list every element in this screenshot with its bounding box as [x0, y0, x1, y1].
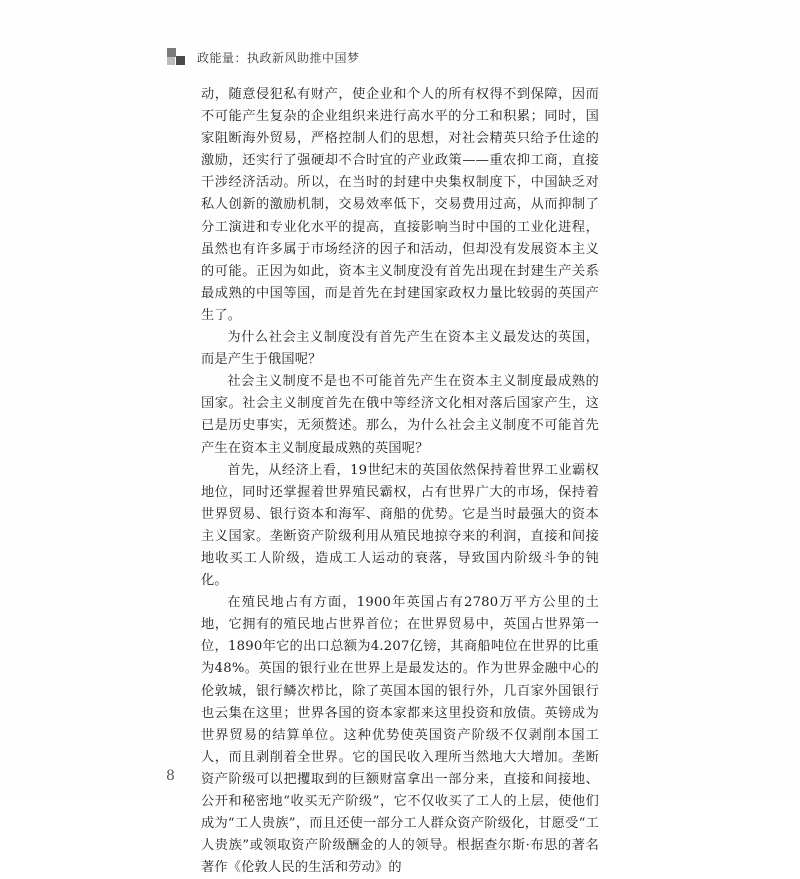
- paragraph: 社会主义制度不是也不可能首先产生在资本主义制度最成熟的国家。社会主义制度首先在俄中等经济文化相对落后国家产生，这已是历史事实，无须赘述。那么，为什么社会主义制度不可能首先产生在资本主义制度最成熟的英国呢？: [201, 374, 599, 456]
- ornament-square: [167, 57, 175, 65]
- paragraph: 在殖民地占有方面，1900年英国占有2780万平方公里的土地，它拥有的殖民地占世界首位；在世界贸易中，英国占世界第一位，1890年它的出口总额为4.207亿镑，其商船吨位在世界的比重为48%。英国的银行业在世界上是最发达的。作为世界金融中心的伦敦城，银行鳞次栉比，除了英国本国的银行外，几百家外国银行也云集在这里；世界各国的资本家都来这里投资和放债。英镑成为世界贸易的结算单位。这种优势使英国资产阶级不仅剥削本国工人，而且剥削着全世界。它的国民收入理所当然地大大增加。垄断资产阶级可以把攫取到的巨额财富拿出一部分来，直接和间接地、公开和秘密地“收买无产阶级”，它不仅收买了工人的上层，使他们成为“工人贵族”，而且还使一部分工人群众资产阶级化，甘愿受“工人贵族”或领取资产阶级酬金的人的领导。根据查尔斯·布思的著名著作《伦敦人民的生活和劳动》的: [201, 595, 599, 876]
- body-text: [201, 84, 599, 879]
- running-title: 政能量：执政新风助推中国梦: [197, 50, 360, 65]
- ornament-square: [167, 48, 176, 57]
- paragraph: 为什么社会主义制度没有首先产生在资本主义最发达的英国，而是产生于俄国呢？: [201, 330, 599, 368]
- page-number: 8: [166, 768, 175, 784]
- ornament-square: [176, 56, 185, 65]
- paragraph: 动，随意侵犯私有财产，使企业和个人的所有权得不到保障，因而不可能产生复杂的企业组织来进行高水平的分工和积累；同时，国家阻断海外贸易，严格控制人们的思想，对社会精英只给予仕途的激励，还实行了强硬却不合时宜的产业政策——重农抑工商，直接干涉经济活动。所以，在当时的封建中央集权制度下，中国缺乏对私人创新的激励机制，交易效率低下，交易费用过高，从而抑制了分工演进和专业化水平的提高，直接影响当时中国的工业化进程，虽然也有许多属于市场经济的因子和活动，但却没有发展资本主义的可能。正因为如此，资本主义制度没有首先出现在封建生产关系最成熟的中国等国，而是首先在封建国家政权力量比较弱的英国产生了。: [201, 87, 599, 323]
- paragraph: 首先，从经济上看，19世纪末的英国依然保持着世界工业霸权地位，同时还掌握着世界殖民霸权，占有世界广大的市场，保持着世界贸易、银行资本和海军、商船的优势。它是当时最强大的资本主义国家。垄断资产阶级利用从殖民地掠夺来的利润，直接和间接地收买工人阶级，造成工人运动的衰落，导致国内阶级斗争的钝化。: [201, 462, 599, 589]
- running-header: [163, 44, 360, 70]
- header-ornament-icon: [163, 44, 187, 70]
